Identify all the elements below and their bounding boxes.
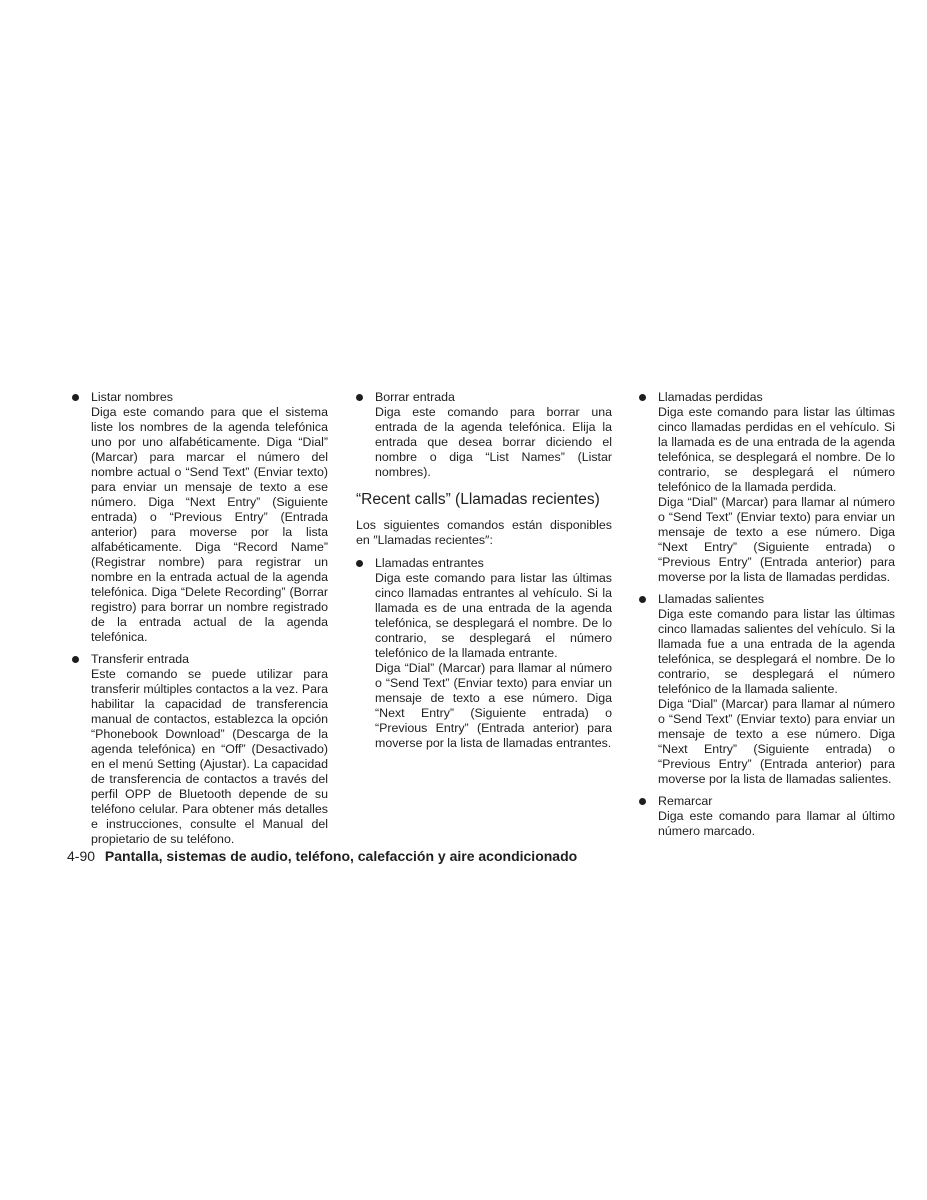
bullet-icon — [356, 394, 363, 401]
item-body: Diga este comando para que el sistema liste los nombres de la agenda telefónica uno por uno alfabéticamente. Diga “Dial” (Marcar) para marcar el número del nombre actual o “Send Text” (Enviar texto) para enviar un mensaje de texto a ese número. Diga “Next Entry” (Siguiente entrada) o “Previous Entry” (Entrada anterior) para moverse por la lista alfabéticamente. Diga “Record Name” (Registrar nombre) para registrar un nombre en la entrada actual de la agenda telefónica. Diga “Delete Recording” (Borrar registro) para borrar un nombre registrado de la entrada actual de la agenda telefónica. — [91, 405, 328, 644]
item-title: Borrar entrada — [375, 390, 455, 404]
item-body: Diga este comando para borrar una entrada de la agenda telefónica. Elija la entrada que desea borrar diciendo el nombre o diga “List Names” (Listar nombres). — [375, 405, 612, 479]
bullet-icon — [72, 656, 79, 663]
item-title: Llamadas entrantes — [375, 556, 484, 570]
item-body: Diga este comando para listar las últimas cinco llamadas salientes del vehículo. Si la llamada fue a una entrada de la agenda telefónica, se desplegará el nombre. De lo contrario, se desplegará el número telefónico de la llamada saliente. — [658, 607, 895, 696]
bullet-item-llamadas-perdidas — [639, 390, 895, 585]
section-heading-recent-calls: “Recent calls” (Llamadas recientes) — [356, 491, 600, 508]
bullet-icon — [639, 394, 646, 401]
item-body: Diga este comando para listar las últimas cinco llamadas perdidas en el vehículo. Si la llamada es de una entrada de la agenda telefónica, se desplegará el nombre. De lo contrario, se desplegará el número telefónico de la llamada perdida. — [658, 405, 895, 494]
bullet-item-llamadas-entrantes — [356, 556, 612, 751]
bullet-item-borrar-entrada — [356, 390, 612, 480]
bullet-item-transferir-entrada — [72, 652, 328, 847]
bullet-item-remarcar — [639, 794, 895, 839]
bullet-item-listar-nombres — [72, 390, 328, 645]
item-title: Transferir entrada — [91, 652, 190, 666]
item-title: Llamadas perdidas — [658, 390, 763, 404]
item-title: Llamadas salientes — [658, 592, 765, 606]
item-body: Diga “Dial” (Marcar) para llamar al número o “Send Text” (Enviar texto) para enviar un mensaje de texto a ese número. Diga “Next Entry” (Siguiente entrada) o “Previous Entry” (Entrada anterior) para moverse por la lista de llamadas entrantes. — [375, 661, 612, 750]
item-title: Remarcar — [658, 794, 713, 808]
bullet-icon — [72, 394, 79, 401]
item-body: Diga este comando para llamar al último número marcado. — [658, 809, 895, 838]
column-3 — [639, 390, 895, 846]
bullet-item-llamadas-salientes — [639, 592, 895, 787]
item-body: Diga “Dial” (Marcar) para llamar al número o “Send Text” (Enviar texto) para enviar un mensaje de texto a ese número. Diga “Next Entry” (Siguiente entrada) o “Previous Entry” (Entrada anterior) para moverse por la lista de llamadas salientes. — [658, 697, 895, 786]
item-body: Diga este comando para listar las últimas cinco llamadas entrantes al vehículo. Si la llamada es de una entrada de la agenda telefónica, se desplegará el nombre. De lo contrario, se desplegará el número telefónico de la llamada entrante. — [375, 571, 612, 660]
bullet-icon — [639, 798, 646, 805]
bullet-icon — [356, 560, 363, 567]
item-body: Este comando se puede utilizar para transferir múltiples contactos a la vez. Para habilitar la capacidad de transferencia manual de contactos, establezca la opción “Phonebook Download” (Descarga de la agenda telefónica) en “Off” (Desactivado) en el menú Setting (Ajustar). La capacidad de transferencia de contactos a través del perfil OPP de Bluetooth depende de su teléfono celular. Para obtener más detalles e instrucciones, consulte el Manual del propietario de su teléfono. — [91, 667, 328, 846]
bullet-icon — [639, 596, 646, 603]
page-number: 4-90 — [67, 848, 96, 864]
column-1 — [72, 390, 328, 854]
item-title: Listar nombres — [91, 390, 173, 404]
section-intro: Los siguientes comandos están disponibles en ″Llamadas recientes″: — [356, 518, 612, 547]
column-2 — [356, 390, 612, 758]
page-footer — [67, 846, 577, 866]
item-body: Diga “Dial” (Marcar) para llamar al número o “Send Text” (Enviar texto) para enviar un mensaje de texto a ese número. Diga “Next Entry” (Siguiente entrada) o “Previous Entry” (Entrada anterior) para moverse por la lista de llamadas perdidas. — [658, 495, 895, 584]
footer-section-title: Pantalla, sistemas de audio, teléfono, calefacción y aire acondicionado — [104, 848, 578, 864]
